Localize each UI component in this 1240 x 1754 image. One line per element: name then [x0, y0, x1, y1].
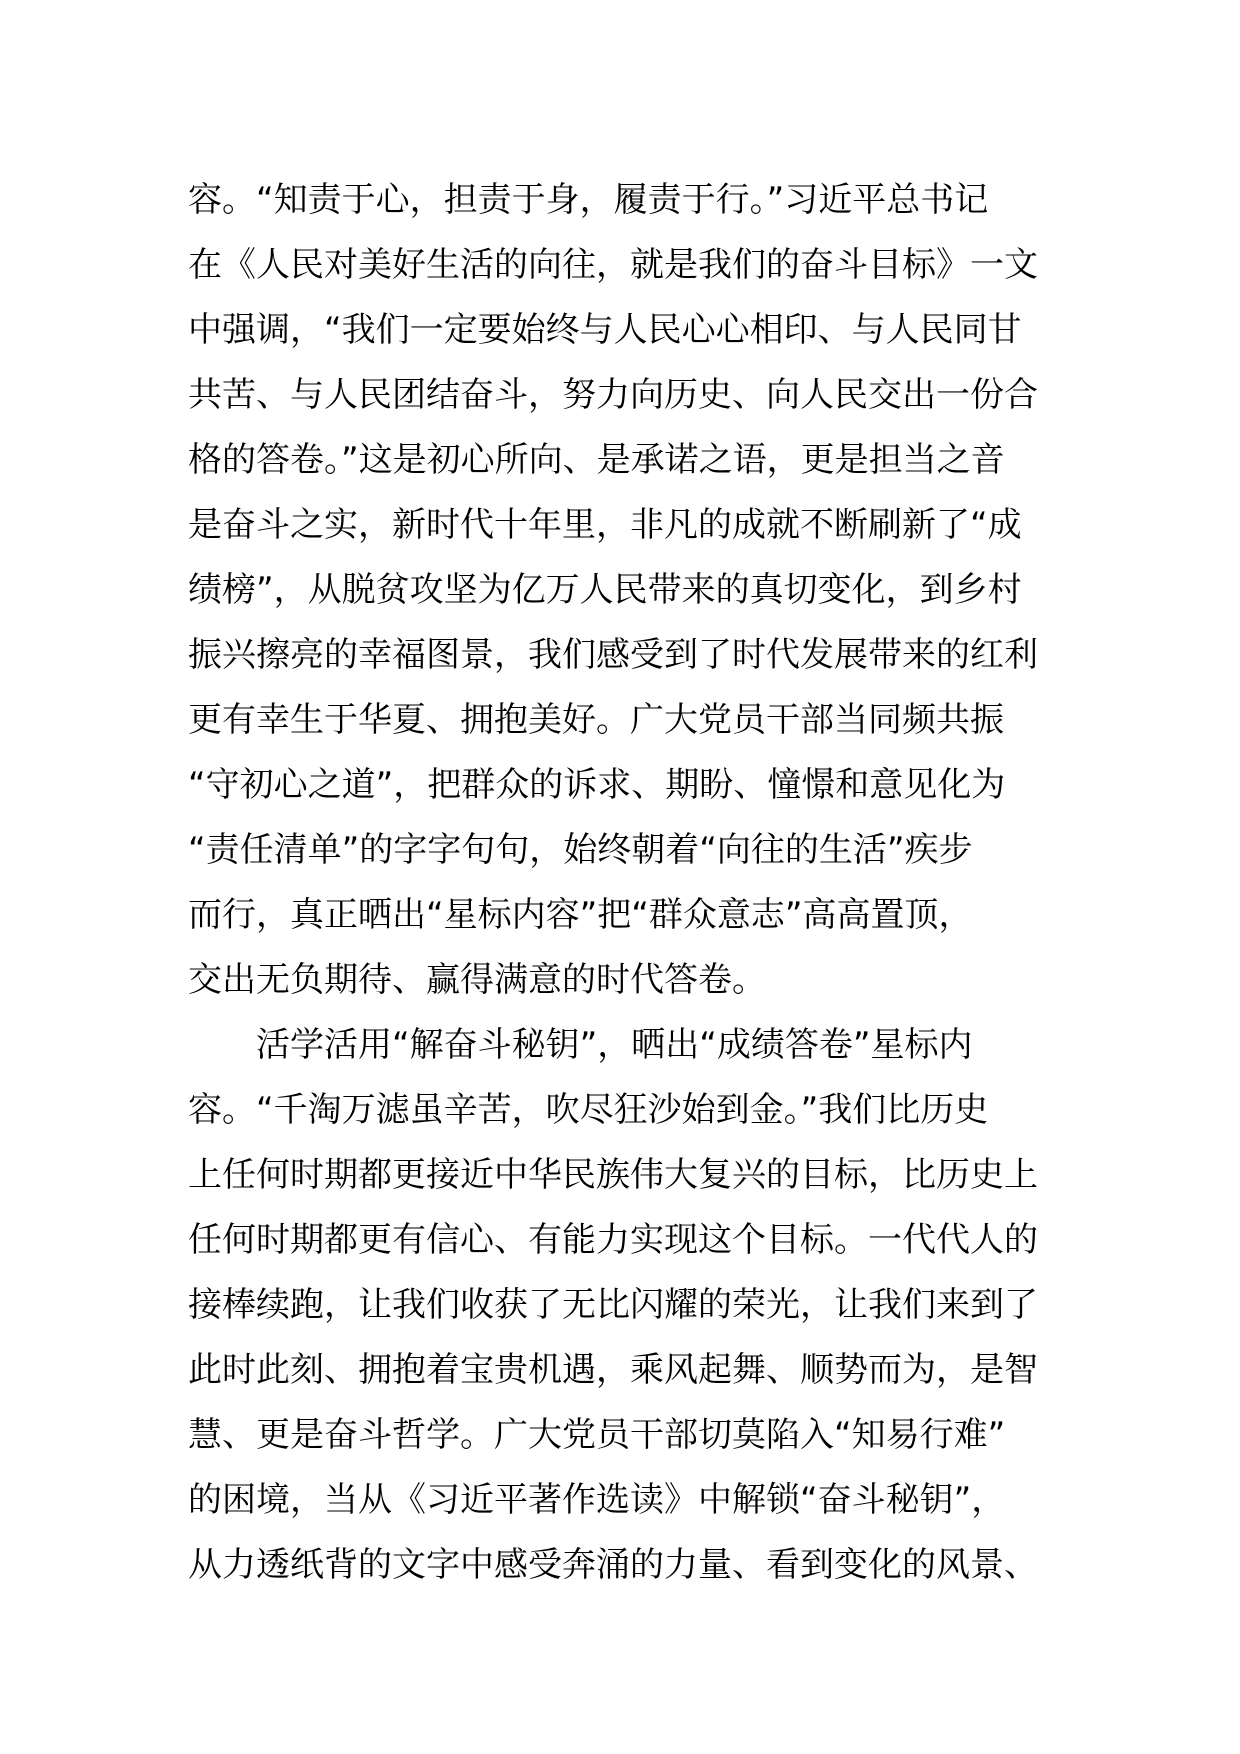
- text-line: “责任清单”的字字句句，始终朝着“向往的生活”疾步: [188, 830, 973, 870]
- text-line: 绩榜”，从脱贫攻坚为亿万人民带来的真切变化，到乡村: [188, 570, 1022, 610]
- text-line: 更有幸生于华夏、拥抱美好。广大党员干部当同频共振: [188, 700, 1004, 740]
- text-line: 而行，真正晒出“星标内容”把“群众意志”高高置顶，: [188, 895, 973, 935]
- text-line: 是奋斗之实，新时代十年里，非凡的成就不断刷新了“成: [188, 505, 1022, 545]
- text-line: 格的答卷。”这是初心所向、是承诺之语，更是担当之音: [188, 440, 1005, 480]
- text-line: 接棒续跑，让我们收获了无比闪耀的荣光，让我们来到了: [188, 1285, 1038, 1325]
- text-line: 中强调，“我们一定要始终与人民心心相印、与人民同甘: [188, 310, 1022, 350]
- text-line: 振兴擦亮的幸福图景，我们感受到了时代发展带来的红利: [188, 635, 1038, 675]
- text-line: “守初心之道”，把群众的诉求、期盼、憧憬和意见化为: [188, 765, 1006, 805]
- text-line: 容。“千淘万滤虽辛苦，吹尽狂沙始到金。”我们比历史: [188, 1090, 989, 1130]
- text-line: 容。“知责于心，担责于身，履责于行。”习近平总书记: [188, 180, 989, 220]
- text-line: 从力透纸背的文字中感受奔涌的力量、看到变化的风景、: [188, 1545, 1038, 1585]
- text-line: 慧、更是奋斗哲学。广大党员干部切莫陷入“知易行难”: [188, 1415, 1006, 1455]
- text-line: 交出无负期待、赢得满意的时代答卷。: [188, 960, 766, 1000]
- text-line: 此时此刻、拥抱着宝贵机遇，乘风起舞、顺势而为，是智: [188, 1350, 1038, 1390]
- paragraph-heading: 活学活用“解奋斗秘钥”，晒出“成绩答卷”星标内: [256, 1025, 973, 1065]
- text-line: 任何时期都更有信心、有能力实现这个目标。一代代人的: [188, 1220, 1038, 1260]
- text-line: 的困境，当从《习近平著作选读》中解锁“奋斗秘钥”，: [188, 1480, 1006, 1520]
- document-body: [188, 168, 1058, 1598]
- text-line: 上任何时期都更接近中华民族伟大复兴的目标，比历史上: [188, 1155, 1038, 1195]
- text-line: 共苦、与人民团结奋斗，努力向历史、向人民交出一份合: [188, 375, 1038, 415]
- text-line: 在《人民对美好生活的向往，就是我们的奋斗目标》一文: [188, 245, 1038, 285]
